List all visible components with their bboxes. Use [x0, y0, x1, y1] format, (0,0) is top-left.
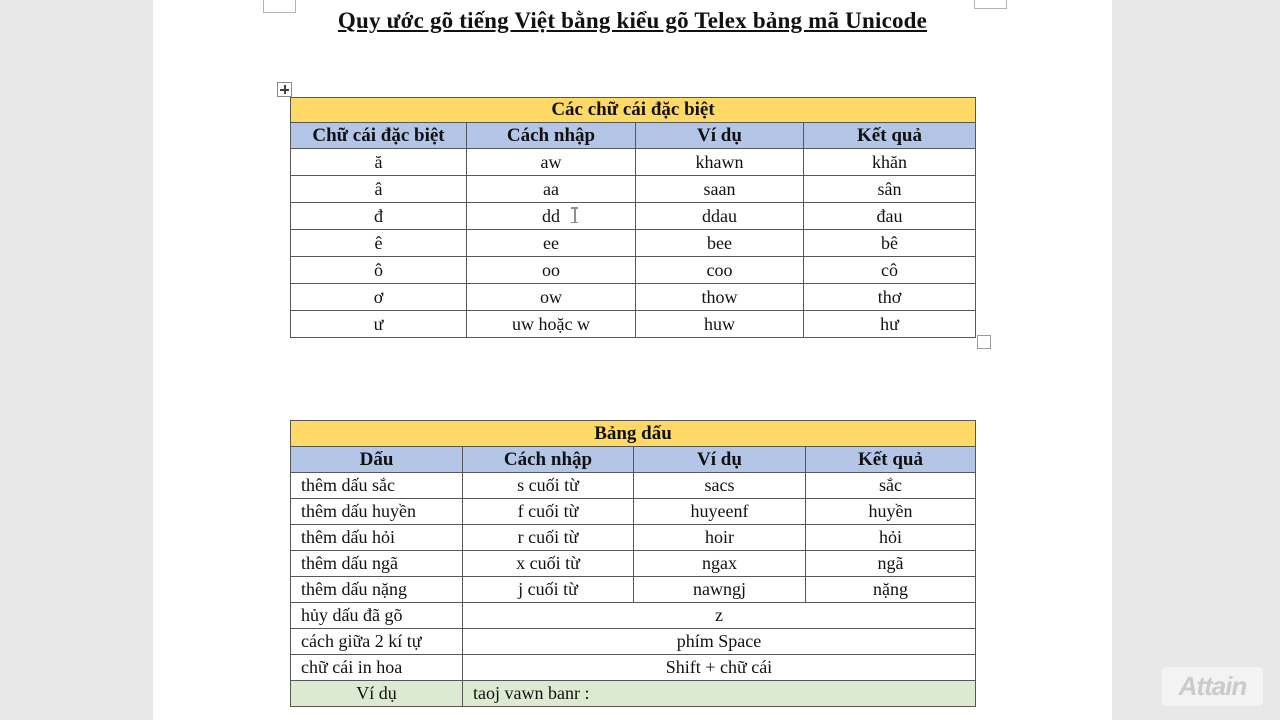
table-cell[interactable]: nawngj: [634, 577, 806, 603]
table-row: [291, 499, 976, 525]
table-cell[interactable]: ư: [291, 311, 467, 338]
table-row: [291, 551, 976, 577]
special-letters-table: [290, 97, 976, 338]
table-cell[interactable]: đ: [291, 203, 467, 230]
table-cell[interactable]: bê: [804, 230, 976, 257]
table-row: [291, 257, 976, 284]
example-row: [291, 681, 976, 707]
column-header[interactable]: Cách nhập: [467, 123, 636, 149]
table-cell[interactable]: dd: [467, 203, 636, 230]
column-header[interactable]: Ví dụ: [636, 123, 804, 149]
table-resize-handle[interactable]: [977, 335, 991, 349]
table-cell[interactable]: aa: [467, 176, 636, 203]
column-header[interactable]: Dấu: [291, 447, 463, 473]
table-cell[interactable]: huyeenf: [634, 499, 806, 525]
move-cross-icon: [284, 85, 286, 94]
table-row: [291, 230, 976, 257]
table-title[interactable]: Bảng dấu: [291, 421, 976, 447]
table-cell[interactable]: huyền: [806, 499, 976, 525]
table-row: [291, 629, 976, 655]
table-cell[interactable]: ngax: [634, 551, 806, 577]
column-header[interactable]: Chữ cái đặc biệt: [291, 123, 467, 149]
table-title[interactable]: Các chữ cái đặc biệt: [291, 98, 976, 123]
table-cell[interactable]: saan: [636, 176, 804, 203]
table-cell[interactable]: thơ: [804, 284, 976, 311]
table-row: [291, 284, 976, 311]
table-cell[interactable]: ee: [467, 230, 636, 257]
table-cell[interactable]: hoir: [634, 525, 806, 551]
table-cell[interactable]: ă: [291, 149, 467, 176]
table-cell[interactable]: ê: [291, 230, 467, 257]
document-page[interactable]: [153, 0, 1112, 720]
table-row: [291, 149, 976, 176]
column-header[interactable]: Ví dụ: [634, 447, 806, 473]
table-row: [291, 603, 976, 629]
column-header[interactable]: Cách nhập: [463, 447, 634, 473]
table-cell[interactable]: uw hoặc w: [467, 311, 636, 338]
table-cell[interactable]: hủy dấu đã gõ: [291, 603, 463, 629]
table-cell[interactable]: f cuối từ: [463, 499, 634, 525]
table-cell[interactable]: khăn: [804, 149, 976, 176]
table-row: [291, 473, 976, 499]
table-cell[interactable]: đau: [804, 203, 976, 230]
ibeam-stem: [574, 208, 576, 222]
table-cell[interactable]: thêm dấu nặng: [291, 577, 463, 603]
table-cell[interactable]: Ví dụ: [291, 681, 463, 707]
table-cell[interactable]: â: [291, 176, 467, 203]
table-cell[interactable]: thêm dấu hỏi: [291, 525, 463, 551]
column-header[interactable]: Kết quả: [804, 123, 976, 149]
table-cell[interactable]: j cuối từ: [463, 577, 634, 603]
table-header-row: [291, 447, 976, 473]
table-cell[interactable]: ow: [467, 284, 636, 311]
table-cell[interactable]: cô: [804, 257, 976, 284]
document-title[interactable]: Quy ước gõ tiếng Việt bằng kiểu gõ Telex bảng mã Unicode: [337, 8, 928, 33]
attain-watermark: Attain: [1162, 667, 1263, 706]
table-cell[interactable]: aw: [467, 149, 636, 176]
table-cell[interactable]: thêm dấu sắc: [291, 473, 463, 499]
table-cell-merged[interactable]: z: [463, 603, 976, 629]
column-header[interactable]: Kết quả: [806, 447, 976, 473]
table-cell[interactable]: s cuối từ: [463, 473, 634, 499]
table-header-row: [291, 123, 976, 149]
table-row: [291, 655, 976, 681]
table-title-row: [291, 98, 976, 123]
table-cell[interactable]: sacs: [634, 473, 806, 499]
table-cell[interactable]: khawn: [636, 149, 804, 176]
table-cell[interactable]: coo: [636, 257, 804, 284]
table-cell[interactable]: thow: [636, 284, 804, 311]
table-cell[interactable]: thêm dấu ngã: [291, 551, 463, 577]
table-cell[interactable]: sắc: [806, 473, 976, 499]
table-cell[interactable]: ddau: [636, 203, 804, 230]
table-cell[interactable]: thêm dấu huyền: [291, 499, 463, 525]
table-cell[interactable]: oo: [467, 257, 636, 284]
table-row: [291, 525, 976, 551]
tone-marks-table: [290, 420, 976, 707]
table-cell[interactable]: chữ cái in hoa: [291, 655, 463, 681]
ibeam-cursor-icon: [570, 207, 579, 223]
table-cell[interactable]: sân: [804, 176, 976, 203]
table-cell[interactable]: nặng: [806, 577, 976, 603]
table-row: [291, 577, 976, 603]
table-row: [291, 176, 976, 203]
ibeam-cap: [571, 207, 578, 209]
ibeam-cap: [571, 222, 578, 224]
table-cell[interactable]: ơ: [291, 284, 467, 311]
table-cell[interactable]: hư: [804, 311, 976, 338]
table-move-handle[interactable]: [277, 82, 292, 97]
table-row: [291, 203, 976, 230]
table-cell-merged[interactable]: phím Space: [463, 629, 976, 655]
table-cell[interactable]: ngã: [806, 551, 976, 577]
table-row: [291, 311, 976, 338]
table-cell[interactable]: cách giữa 2 kí tự: [291, 629, 463, 655]
table-title-row: [291, 421, 976, 447]
table-cell-merged[interactable]: taoj vawn banr :: [463, 681, 976, 707]
table-cell[interactable]: bee: [636, 230, 804, 257]
table-cell[interactable]: hỏi: [806, 525, 976, 551]
table-cell[interactable]: ô: [291, 257, 467, 284]
table-cell[interactable]: r cuối từ: [463, 525, 634, 551]
table-cell[interactable]: huw: [636, 311, 804, 338]
table-cell[interactable]: x cuối từ: [463, 551, 634, 577]
table-cell-merged[interactable]: Shift + chữ cái: [463, 655, 976, 681]
